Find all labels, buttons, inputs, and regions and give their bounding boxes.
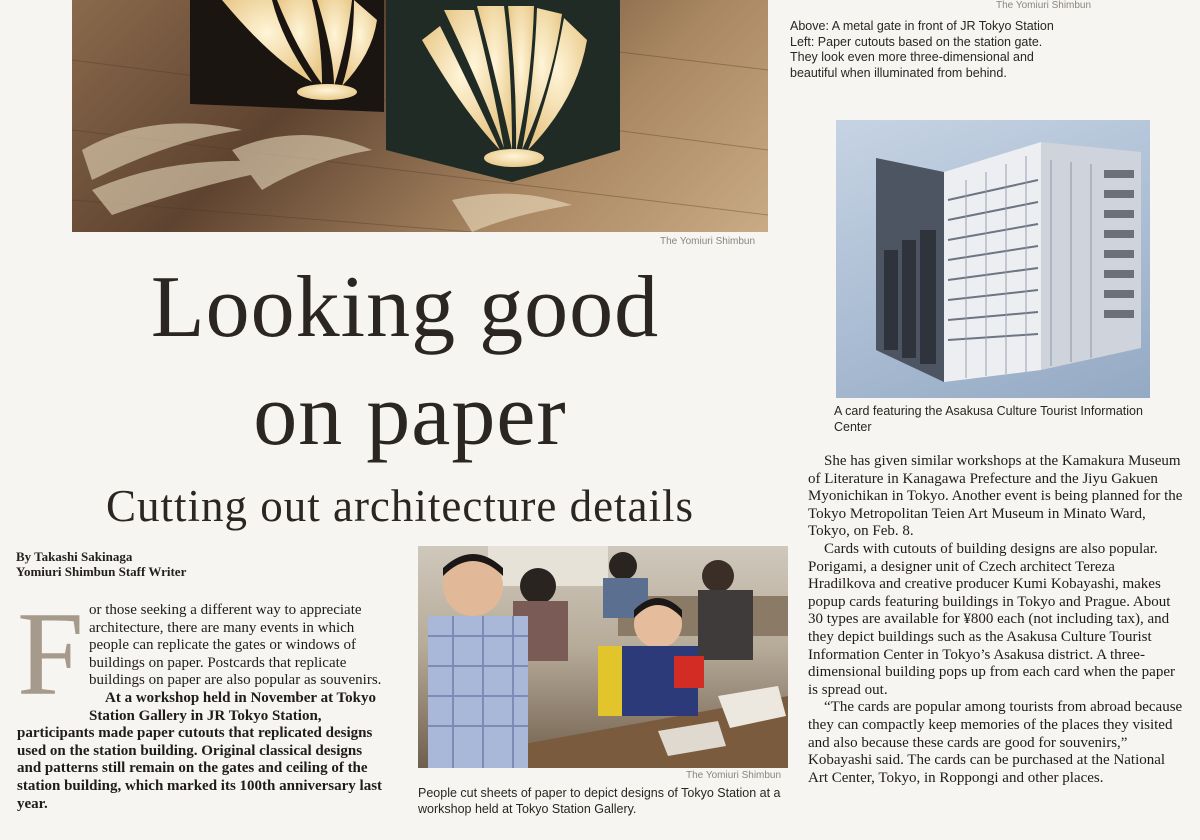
caption-line: beautiful when illuminated from behind. [790,65,1007,80]
paragraph-right-1: She has given similar workshops at the Kamakura Museum of Literature in Kanagawa Prefecture and the Jiyu Gakuen Myonichikan in Tokyo. Another event is being planned for the Tokyo Metropolitan Teien Art Museum in Minato Ward, Tokyo, on Feb. 8. [808,453,1183,540]
paper-cutouts-photo [72,0,768,232]
lead-paragraph [17,587,387,720]
lead-text: or those seeking a different way to appreciate architecture, there are many events in which people can replicate the gates or windows of buildings on paper. Postcards that replicate buildings on paper are also popular as souvenirs. [89,602,382,689]
top-photo-credit: The Yomiuri Shimbun [660,236,756,247]
popup-card-photo [836,120,1150,398]
paragraph-right-2: Cards with cutouts of building designs are also popular. Porigami, a designer unit of Czech architect Tereza Hradilkova and creative producer Kumi Kobayashi, makes popup cards featuring buildings in Tokyo and Prague. About 30 types are available for ¥800 each (not including tax), and they depict buildings such as the Asakusa Culture Tourist Information Center in Tokyo’s Asakusa district. A three-dimensional building pops up from each card when the paper is spread out. [808,540,1175,698]
paragraph-right-3: “The cards are popular among tourists from abroad because they can compactly keep memories of the places they visited and also because these cards are good for souvenirs,” Kobayashi said. The cards can be purchased at the National Art Center, Tokyo, in Roppongi and other places. [808,699,1183,786]
subheadline: Cutting out architecture details [105,481,695,531]
byline [16,549,186,579]
paper-cutouts-illustration [72,0,768,232]
headline-line-1: Looking good [150,259,660,356]
caption-line: Above: A metal gate in front of JR Tokyo Station [790,19,1054,33]
paragraph-2: At a workshop held in November at Tokyo Station Gallery in JR Tokyo Station, participants made paper cutouts that replicated designs used on the station building. Original classical designs and patterns still remain on the gates and ceiling of the station building, which marked its 100th anniversary last year. [17,689,383,812]
byline-name: By Takashi Sakinaga [16,549,133,564]
top-photo-caption [790,19,1130,81]
headline-line-2: on paper [253,367,567,464]
workshop-photo-caption: People cut sheets of paper to depict designs of Tokyo Station at a workshop held at Tokyo Station Gallery. [418,786,781,816]
article-left-column [17,587,387,813]
drop-cap: F [17,587,84,720]
popup-building-illustration [836,120,1150,398]
popup-card-caption: A card featuring the Asakusa Culture Tourist Information Center [834,404,1143,434]
workshop-photo [418,546,788,768]
caption-line: Left: Paper cutouts based on the station gate. [790,34,1043,49]
workshop-photo-credit: The Yomiuri Shimbun [686,770,782,781]
article-right-column [808,453,1184,787]
caption-line: They look even more three-dimensional and [790,50,1034,64]
workshop-illustration [418,546,788,768]
gate-photo-credit: The Yomiuri Shimbun [996,0,1092,11]
byline-title: Yomiuri Shimbun Staff Writer [16,564,187,579]
